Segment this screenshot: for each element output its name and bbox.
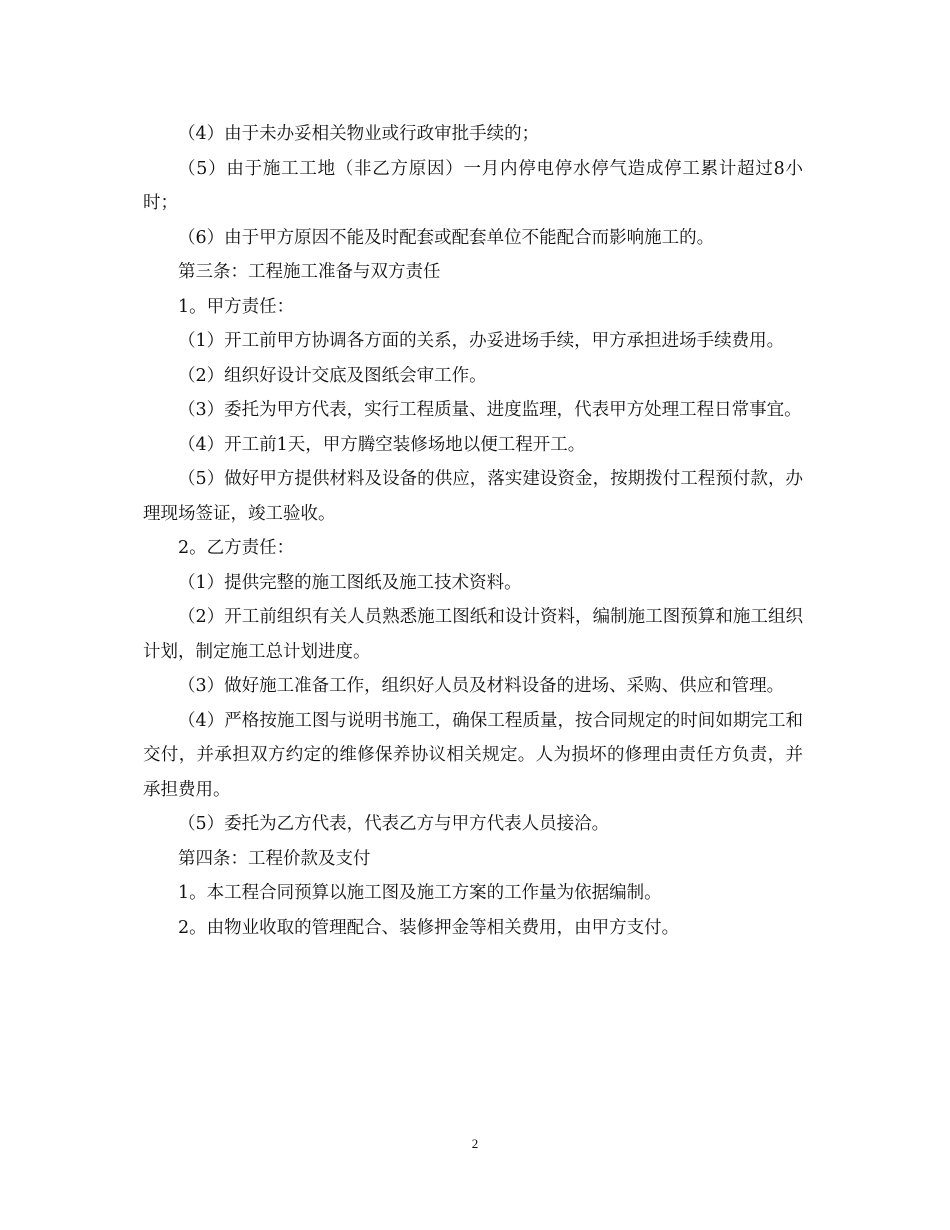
section-heading: 第三条：工程施工准备与双方责任: [178, 262, 441, 282]
paragraph: （3）委托为甲方代表，实行工程质量、进度监理，代表甲方处理工程日常事宜。: [178, 400, 802, 420]
subsection-heading: 2。乙方责任：: [178, 538, 295, 558]
paragraph: （2）组织好设计交底及图纸会审工作。: [178, 365, 487, 386]
paragraph: （4）开工前1天，甲方腾空装修场地以便工程开工。: [178, 434, 586, 455]
paragraph: （4）严格按施工图与说明书施工，确保工程质量，按合同规定的时间如期完工和交付，并承担双方约定的维修保养协议相关规定。人为损坏的修理由责任方负责，并承担费用。: [143, 710, 803, 800]
paragraph: 2。由物业收取的管理配合、装修押金等相关费用，由甲方支付。: [178, 917, 680, 938]
paragraph: （5）委托为乙方代表，代表乙方与甲方代表人员接洽。: [178, 814, 610, 834]
page-number: 2: [471, 1136, 479, 1151]
paragraph: （6）由于甲方原因不能及时配套或配套单位不能配合而影响施工的。: [178, 227, 715, 248]
paragraph: （2）开工前组织有关人员熟悉施工图纸和设计资料，编制施工图预算和施工组织计划，制定施工总计划进度。: [143, 607, 803, 662]
paragraph: （5）做好甲方提供材料及设备的供应，落实建设资金，按期拨付工程预付款，办理现场签证，竣工验收。: [143, 469, 803, 524]
paragraph: 1。本工程合同预算以施工图及施工方案的工作量为依据编制。: [178, 883, 662, 903]
paragraph: （1）开工前甲方协调各方面的关系，办妥进场手续，甲方承担进场手续费用。: [178, 331, 785, 351]
paragraph: （5）由于施工工地（非乙方原因）一月内停电停水停气造成停工累计超过8小时；: [143, 158, 803, 213]
paragraph: （4）由于未办妥相关物业或行政审批手续的；: [178, 124, 540, 144]
subsection-heading: 1。甲方责任：: [178, 296, 295, 317]
document-body: [143, 117, 803, 945]
paragraph: （1）提供完整的施工图纸及施工技术资料。: [178, 572, 522, 593]
paragraph: （3）做好施工准备工作，组织好人员及材料设备的进场、采购、供应和管理。: [178, 676, 785, 696]
section-heading: 第四条：工程价款及支付: [178, 848, 371, 869]
